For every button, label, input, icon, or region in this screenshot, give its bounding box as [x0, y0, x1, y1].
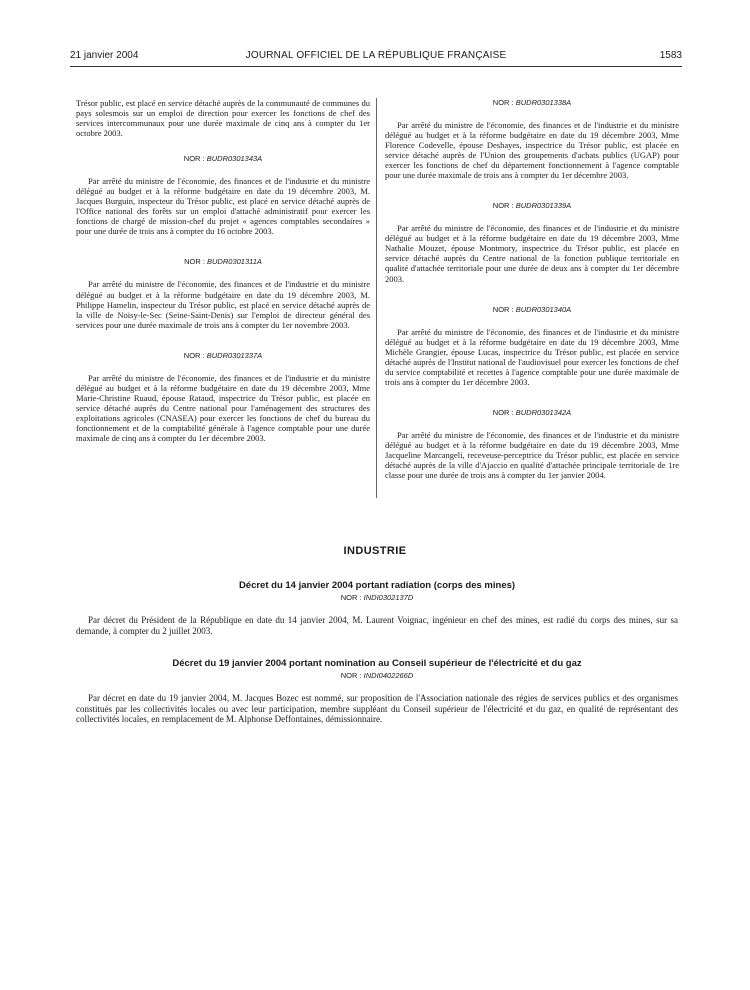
column-separator [376, 98, 377, 498]
nor-line: NOR : BUDR0301340A [492, 304, 572, 314]
nor-line: NOR : BUDR0301311A [184, 257, 262, 267]
section-heading: INDUSTRIE [343, 545, 407, 557]
page-number: 1583 [659, 50, 682, 61]
nor-code: BUDR0301311A [207, 257, 262, 267]
arrete-paragraph: Par arrêté du ministre de l'économie, des finances et de l'industrie et du ministre délégué au budget et à la réforme budgétaire en date du 19 décembre 2003, Mme Nathalie Mouzet, épouse Montmory, inspectrice du Trésor public, est placée en service détaché auprès du Centre national de la fonction publique territoriale en qualité d'attachée territoriale pour une durée de deux ans à compter du 1er décembre 2003. [385, 223, 679, 284]
header-date: 21 janvier 2004 [70, 50, 139, 61]
nor-code: BUDR0301342A [515, 407, 572, 417]
arrete-paragraph: Par arrêté du ministre de l'économie, des finances et de l'industrie et du ministre délégué au budget et à la réforme budgétaire en date du 19 décembre 2003, Mme Florence Codevelle, épouse Deshayes, inspectrice du Trésor public, est placée en service détaché auprès de l'Union des groupements d'achats publics (UGAP) pour exercer les fonctions de chef du département fonctionnement à l'agence comptable pour une durée maximale de trois ans à compter du 1er décembre 2003. [385, 120, 679, 181]
arrete-paragraph: Par arrêté du ministre de l'économie, des finances et de l'industrie et du ministre délégué au budget et à la réforme budgétaire en date du 19 décembre 2003, Mme Jacqueline Marcangeli, receveuse-perceptrice du Trésor public, est placée en service détaché auprès de la ville d'Ajaccio en qualité d'attachée principale territoriale de 1re classe pour une durée de trois ans à compter du 1er janvier 2004. [385, 429, 679, 481]
decree-block [76, 580, 678, 636]
arrete-paragraph: Par arrêté du ministre de l'économie, des finances et de l'industrie et du ministre délégué au budget et à la réforme budgétaire en date du 19 décembre 2003, M. Philippe Hamelin, inspecteur du Trésor public, est placé en service détaché auprès de la ville de Noisy-le-Sec (Seine-Saint-Denis) sur l'emploi de directeur général des services pour une durée maximale de trois ans à compter du 1er novembre 2003. [76, 279, 370, 330]
nor-line: NOR : BUDR0301339A [492, 201, 572, 211]
nor-line: NOR : BUDR0301337A [183, 350, 263, 360]
nor-code: INDI0402266D [363, 671, 414, 680]
journal-title: JOURNAL OFFICIEL DE LA RÉPUBLIQUE FRANÇAISE [245, 50, 507, 61]
page-header [70, 48, 682, 64]
nor-code: BUDR0301339A [515, 201, 572, 211]
nor-code: INDI0302137D [363, 593, 414, 602]
nor-code: BUDR0301338A [515, 98, 572, 107]
decree-paragraph: Par décret du Président de la République en date du 14 janvier 2004, M. Laurent Voignac, ingénieur en chef des mines, est radié du corps des mines, sur sa demande, à compter du 2 juillet 2003. [76, 615, 678, 636]
nor-line: NOR : INDI0302137D [340, 593, 414, 602]
nor-code: BUDR0301340A [515, 304, 572, 314]
nor-line: NOR : BUDR0301342A [492, 407, 572, 417]
left-column [76, 98, 370, 443]
continuation-paragraph: Trésor public, est placé en service détaché auprès de la communauté de communes du pays solesmois sur un emploi de direction pour exercer les fonctions de chef des services intercommunaux pour une durée maximale de cinq ans à compter du 1er octobre 2003. [76, 98, 370, 139]
arrete-paragraph: Par arrêté du ministre de l'économie, des finances et de l'industrie et du ministre délégué au budget et à la réforme budgétaire en date du 19 décembre 2003, Mme Michèle Grangier, épouse Lucas, inspectrice du Trésor public, est placée en service détaché auprès de l'Institut national de l'audiovisuel pour exercer les fonctions de chef du service comptabilité et recettes à l'agence comptable pour une durée maximale de trois ans à compter du 1er décembre 2003. [385, 326, 679, 387]
decree-title: Décret du 19 janvier 2004 portant nomination au Conseil supérieur de l'électricité et du gaz [172, 658, 582, 669]
nor-line: NOR : BUDR0301338A [492, 98, 572, 107]
nor-line: NOR : BUDR0301343A [183, 154, 263, 164]
nor-line: NOR : INDI0402266D [340, 671, 414, 680]
decree-title: Décret du 14 janvier 2004 portant radiation (corps des mines) [238, 580, 516, 591]
decree-paragraph: Par décret en date du 19 janvier 2004, M. Jacques Bozec est nommé, sur proposition de l'Association nationale des régies de services publics et des organismes constitués par les collectivités locales ou avec leur participation, membre suppléant du Conseil supérieur de l'électricité et du gaz, en qualité de représentant des collectivités locales, en remplacement de M. Alphonse Deffontaines, démissionnaire. [76, 693, 678, 725]
nor-code: BUDR0301337A [206, 350, 263, 360]
arrete-paragraph: Par arrêté du ministre de l'économie, des finances et de l'industrie et du ministre délégué au budget et à la réforme budgétaire en date du 19 décembre 2003, Mme Marie-Christine Ruaud, épouse Rataud, inspectrice du Trésor public, est placée en service détaché auprès du Centre national pour l'aménagement des structures des exploitations agricoles (CNASEA) pour exercer les fonctions de chef du bureau du fonctionnement et de la comptabilité générale à l'agence comptable pour une durée maximale de cinq ans à compter du 1er décembre 2003. [76, 372, 370, 443]
right-column [385, 98, 679, 480]
arrete-paragraph: Par arrêté du ministre de l'économie, des finances et de l'industrie et du ministre délégué au budget et à la réforme budgétaire en date du 19 décembre 2003, M. Jacques Burguin, inspecteur du Trésor public, est placé en service détaché auprès de l'Office national des forêts sur un emploi d'attaché administratif pour exercer les fonctions de chargé de mission-chef du projet « agences comptables secondaires » pour une durée de trois ans à compter du 16 octobre 2003. [76, 176, 370, 237]
header-rule [70, 66, 682, 67]
nor-code: BUDR0301343A [206, 154, 263, 164]
decree-block [76, 658, 678, 725]
